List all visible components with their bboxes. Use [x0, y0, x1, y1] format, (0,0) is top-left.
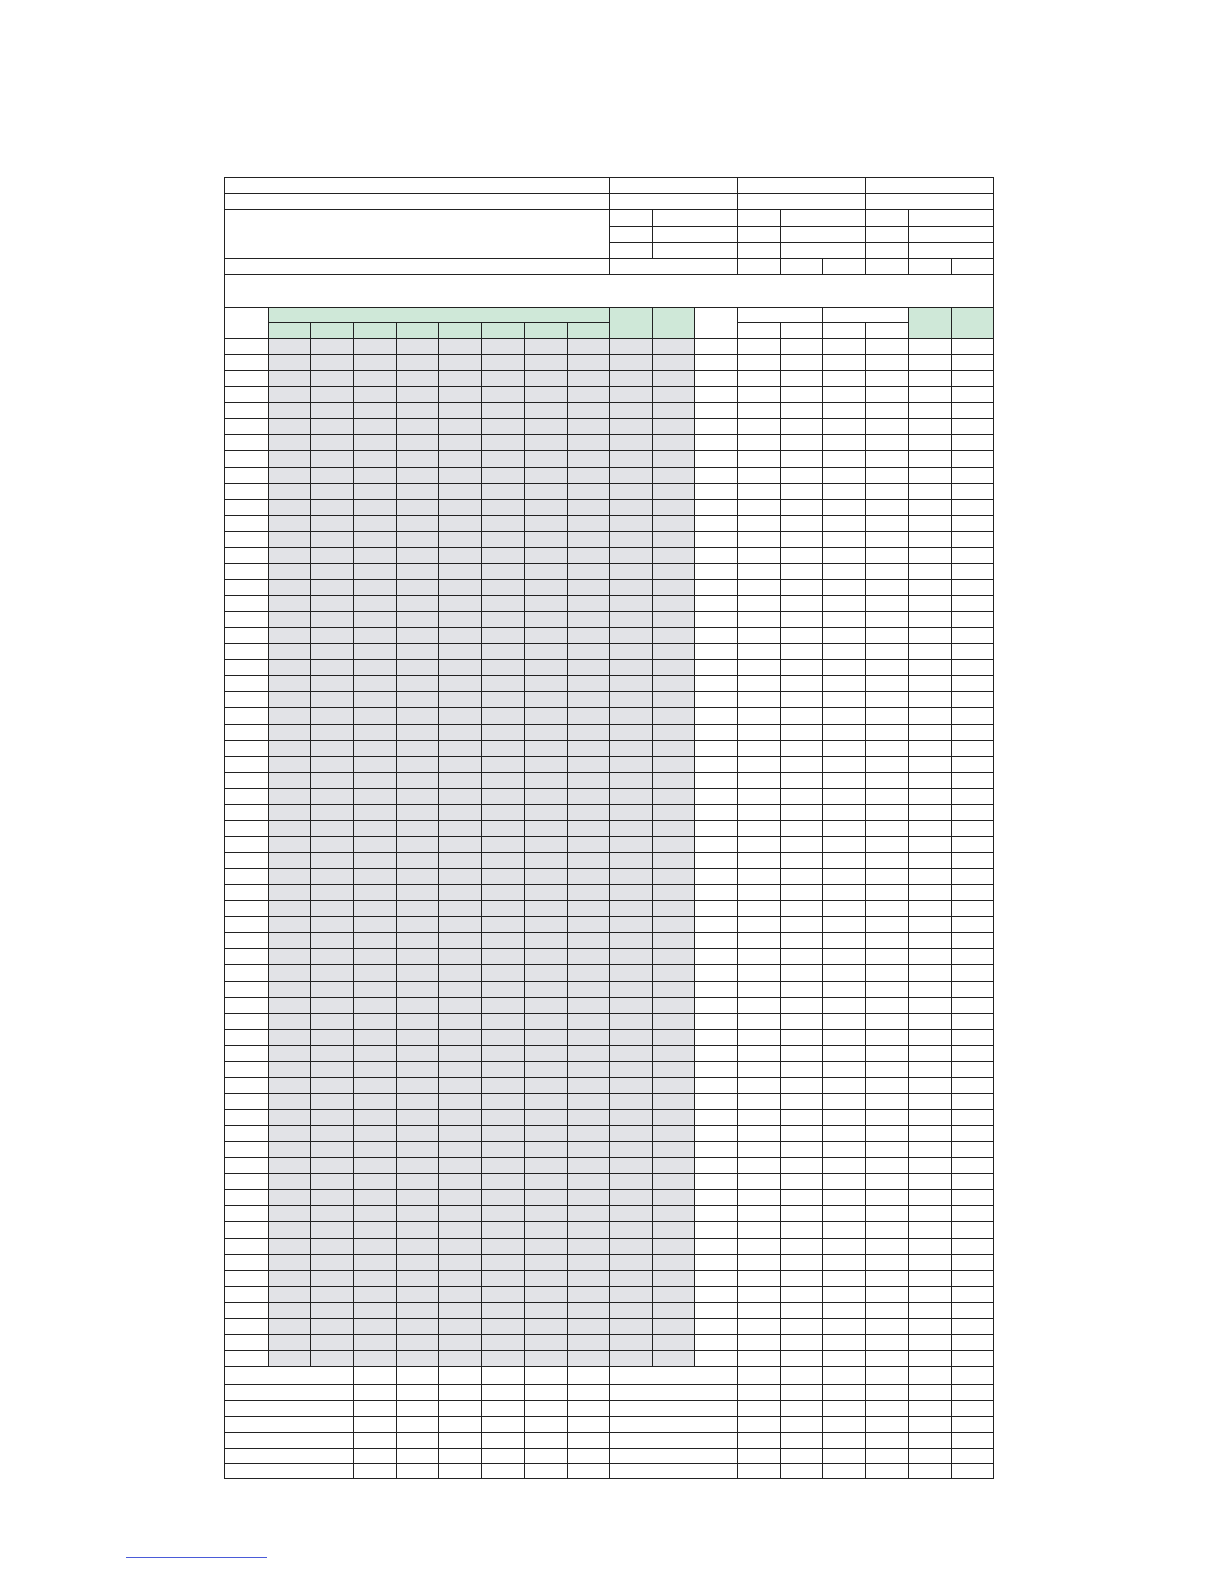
grid-line-v [737, 177, 738, 275]
frame-right [993, 177, 994, 1479]
grid-line-v [694, 307, 695, 339]
grid-line-v [865, 177, 866, 275]
grid-line-v [652, 338, 653, 1367]
grid-line-v [652, 307, 653, 339]
grid-line-v [908, 338, 909, 1367]
grid-line-v [865, 322, 866, 339]
grid-line-v [567, 338, 568, 1367]
grid-line-v [609, 177, 610, 275]
grid-line-v [524, 322, 525, 339]
grid-line-v [438, 322, 439, 339]
grid-line-v [353, 1366, 354, 1479]
grid-line-v [822, 258, 823, 275]
grid-line-v [780, 258, 781, 275]
grid-line-v [310, 322, 311, 339]
grid-line-v [609, 338, 610, 1367]
grid-line-v [822, 1366, 823, 1479]
grid-line-v [737, 338, 738, 1367]
frame-left [224, 177, 225, 1479]
grid-line-v [268, 307, 269, 339]
grid-line-v [353, 338, 354, 1367]
grid-line-v [268, 338, 269, 1367]
grid-line-v [524, 1366, 525, 1479]
grid-line-v [780, 338, 781, 1367]
grid-line-v [567, 322, 568, 339]
grid-line-v [737, 1366, 738, 1479]
column-header-sub-right [737, 322, 909, 323]
grid-line-v [609, 1366, 610, 1479]
grid-line-v [908, 209, 909, 259]
grid-line-v [652, 209, 653, 259]
grid-line-v [481, 322, 482, 339]
grid-line-v [908, 1366, 909, 1479]
column-header-sub [268, 322, 610, 323]
grid-line-v [780, 209, 781, 259]
grid-line-v [609, 307, 610, 339]
grid-line-v [951, 307, 952, 339]
grid-line-v [310, 338, 311, 1367]
grid-line-v [396, 338, 397, 1367]
grid-line-v [865, 1366, 866, 1479]
grid-line-v [951, 1366, 952, 1479]
grid-line-v [353, 322, 354, 339]
grid-line-v [822, 338, 823, 1367]
grid-line-h [609, 242, 994, 243]
grid-line-v [822, 307, 823, 339]
grid-line-h [609, 226, 994, 227]
grid-line-v [780, 1366, 781, 1479]
grid-line-v [737, 307, 738, 339]
grid-line-v [481, 338, 482, 1367]
grid-line-v [438, 338, 439, 1367]
footer-rule [126, 1557, 267, 1558]
grid-line-v [865, 338, 866, 1367]
grid-line-v [951, 338, 952, 1367]
grid-line-v [908, 307, 909, 339]
grid-line-v [481, 1366, 482, 1479]
grid-line-v [694, 338, 695, 1367]
grid-line-v [951, 258, 952, 275]
grid-line-v [567, 1366, 568, 1479]
grid-line-v [780, 322, 781, 339]
grid-line-v [396, 322, 397, 339]
grid-line-v [908, 258, 909, 275]
grid-line-v [396, 1366, 397, 1479]
grid-line-v [524, 338, 525, 1367]
grid-line-v [438, 1366, 439, 1479]
